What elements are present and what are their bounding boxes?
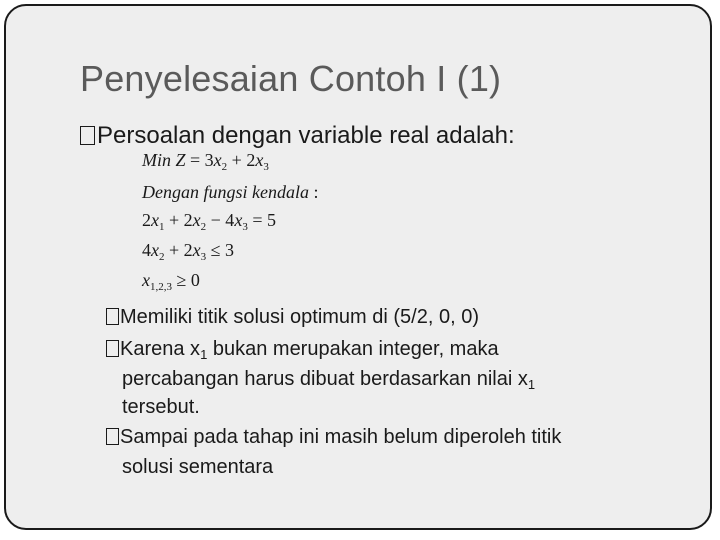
bullet-status-text-b: solusi sementara	[122, 456, 274, 478]
bullet-branching-text-a: Karena x	[120, 338, 201, 360]
bullet-box-icon	[106, 308, 119, 325]
bullet-box-icon	[106, 428, 119, 445]
subscript: 1	[200, 347, 208, 362]
bullet-box-icon	[106, 340, 119, 357]
bullet-branching-text-c: percabangan harus dibuat berdasarkan nilai x	[122, 368, 528, 390]
nonnegativity-constraint: $x_{1,2,3} \ge 0$	[142, 270, 200, 293]
bullet-status	[106, 426, 561, 449]
bullet-optimum	[106, 306, 479, 329]
constraint-2: $4x_2 + 2x_3 \le 3$	[142, 240, 235, 263]
bullet-branching-continued-2	[122, 396, 200, 419]
bullet-branching-text-d: tersebut.	[122, 396, 200, 418]
bullet-branching-continued	[122, 368, 535, 391]
bullet-branching	[106, 338, 499, 361]
constraint-1: $2x_1 + 2x_2 - 4x_3 = 5$	[142, 210, 276, 233]
bullet-main	[80, 122, 515, 150]
objective-function: Min $Z = 3x_2 + 2x_3$	[142, 150, 269, 173]
bullet-optimum-text: Memiliki titik solusi optimum di (5/2, 0, 0)	[120, 306, 479, 328]
bullet-box-icon	[80, 126, 95, 145]
bullet-status-continued	[122, 456, 273, 479]
slide-title: Penyelesaian Contoh I (1)	[80, 58, 502, 99]
constraints-header: Dengan fungsi kendala :	[142, 182, 319, 202]
bullet-branching-text-b: bukan merupakan integer, maka	[207, 338, 499, 360]
bullet-status-text-a: Sampai pada tahap ini masih belum diperoleh titik	[120, 426, 562, 448]
subscript: 1	[527, 377, 536, 392]
bullet-main-text: Persoalan dengan variable real adalah:	[97, 122, 515, 149]
